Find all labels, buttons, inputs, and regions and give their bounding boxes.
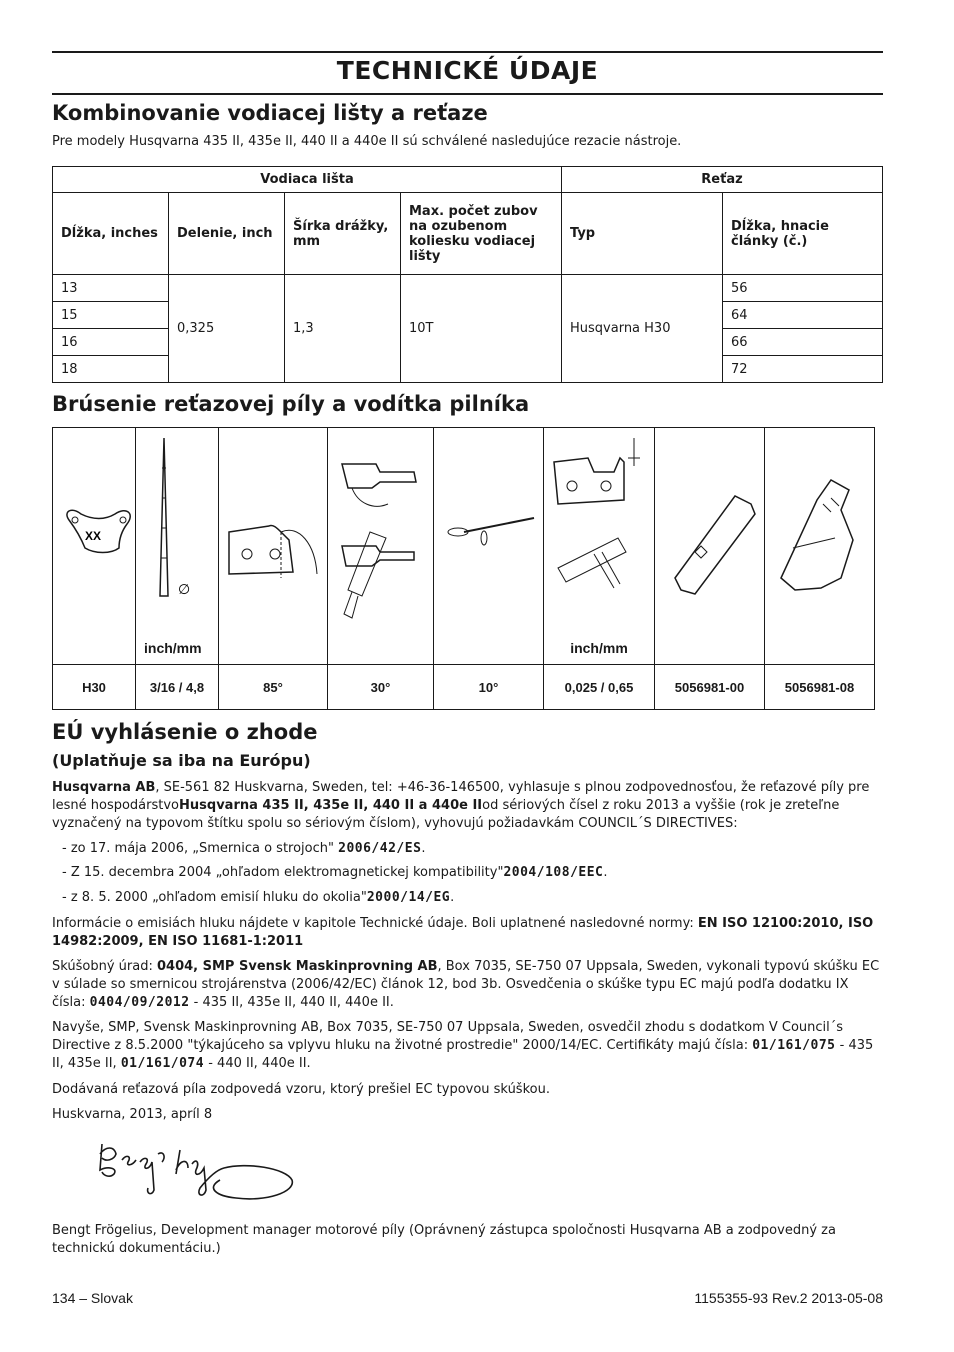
chain-tooth-icon (53, 428, 135, 660)
signature-image (96, 1140, 306, 1216)
directive-2-code: 2004/108/EEC (503, 865, 604, 880)
cell-gauge: 1,3 (285, 275, 401, 383)
file-diameter-cell (136, 428, 219, 665)
value-cell: 0,025 / 0,65 (544, 665, 655, 710)
table-column-header-row (53, 193, 883, 275)
declaration-paragraph-3 (52, 958, 883, 1012)
directive-3 (62, 889, 893, 907)
cell-drive-links: 56 (723, 275, 883, 302)
diameter-symbol: ∅ (178, 582, 191, 598)
bar-chain-table (52, 166, 883, 383)
value-cell: 10° (434, 665, 544, 710)
place-date: Huskvarna, 2013, apríl 8 (52, 1107, 213, 1122)
flat-gauge-icon (655, 428, 764, 660)
section-heading-bar-chain: Kombinovanie vodiacej lišty a reťaze (52, 101, 488, 125)
cell-length: 18 (53, 356, 169, 383)
value-cell: 85° (219, 665, 328, 710)
directive-3-text: - z 8. 5. 2000 „ohľadom emisií hluku do okolia" (62, 890, 367, 905)
file-holder-icon (765, 428, 870, 660)
value-cell: 5056981-00 (655, 665, 765, 710)
chain-code-label: XX (85, 529, 102, 543)
p4-text-c: - 440 II, 440e II. (204, 1056, 311, 1071)
group-header-chain: Reťaz (562, 167, 883, 193)
value-cell: 30° (328, 665, 434, 710)
sharpening-table (52, 427, 875, 710)
file-unit-label: inch/mm (144, 640, 202, 656)
value-cell: 3/16 / 4,8 (136, 665, 219, 710)
cell-pitch: 0,325 (169, 275, 285, 383)
directive-1-text: - zo 17. mája 2006, „Smernica o strojoch" (62, 841, 339, 856)
file-gauge-cell (655, 428, 765, 665)
certificate-number: 01/161/075 (752, 1038, 836, 1053)
file-angle-cell (328, 428, 434, 665)
declaration-paragraph-4 (52, 1019, 883, 1073)
group-header-bar: Vodiaca lišta (53, 167, 562, 193)
depth-gauge-cell (544, 428, 655, 665)
chain-type-cell (53, 428, 136, 665)
punctuation: . (450, 890, 455, 905)
table-group-header-row (53, 167, 883, 193)
table-row (53, 275, 883, 302)
col-drive-links: Dĺžka, hnacie články (č.) (723, 193, 883, 275)
filing-angle-icon (219, 428, 327, 660)
section-heading-declaration: EÚ vyhlásenie o zhode (52, 720, 318, 744)
company-name: Husqvarna AB (52, 780, 156, 795)
cell-teeth: 10T (401, 275, 562, 383)
col-max-teeth: Max. počet zubov na ozubenom koliesku vodiacej lišty (401, 193, 562, 275)
directive-3-code: 2000/14/EG (366, 890, 451, 905)
col-length: Dĺžka, inches (53, 193, 169, 275)
col-type: Typ (562, 193, 723, 275)
directive-2 (62, 864, 893, 882)
p3-text-c: - 435 II, 435e II, 440 II, 440e II. (189, 995, 394, 1010)
p2-text: Informácie o emisiách hluku nájdete v kapitole Technické údaje. Boli uplatnené nasledovné normy: (52, 916, 698, 931)
cell-drive-links: 66 (723, 329, 883, 356)
p4-text-a: Navyše, SMP, Svensk Maskinprovning AB, Box 7035, SE-750 07 Uppsala, Sweden, osvedčil zhodu s dodatkom V Council´s Directive z 8.5.2000 "týkajúceho sa vplyvu hluku na životné prostredie" 2000/14/EC. Certifikáty majú čísla: (52, 1020, 844, 1053)
test-body: 0404, SMP Svensk Maskinprovning AB (156, 959, 438, 974)
section-heading-sharpening: Brúsenie reťazovej píly a vodítka pilníka (52, 392, 530, 416)
p1-text-a: , SE-561 82 Huskvarna, Sweden, tel: +46-36-146500, vyhlasuje s plnou zodpovednosťou, že reťazové píly pre lesné hospodárstvo (52, 780, 870, 813)
cell-length: 13 (53, 275, 169, 302)
section-intro: Pre modely Husqvarna 435 II, 435e II, 440 II a 440e II sú schválené nasledujúce rezacie nástroje. (52, 134, 682, 149)
value-cell: H30 (53, 665, 136, 710)
sharpening-table-wrap (52, 427, 875, 705)
directive-1-code: 2006/42/ES (338, 841, 422, 856)
top-plate-angle-cell (219, 428, 328, 665)
document-reference: 1155355-93 Rev.2 2013-05-08 (694, 1290, 883, 1306)
certificate-number: 01/161/074 (120, 1056, 205, 1071)
file-holder-cell (765, 428, 875, 665)
depth-unit-label: inch/mm (570, 640, 628, 656)
file-holder-angle-icon (328, 428, 433, 660)
cell-type: Husqvarna H30 (562, 275, 723, 383)
value-cell: 5056981-08 (765, 665, 875, 710)
title-rule-bottom (52, 93, 883, 95)
title-rule-top (52, 51, 883, 53)
signatory: Bengt Frögelius, Development manager motorové píly (Oprávnený zástupca spoločnosti Husqvarna AB a zodpovedný za technickú dokumentáciu.) (52, 1223, 836, 1256)
col-pitch: Delenie, inch (169, 193, 285, 275)
declaration-paragraph-1 (52, 779, 883, 833)
round-file-icon (136, 428, 218, 628)
p3-text-b: , Box 7035, SE-750 07 Uppsala, Sweden, vykonali typovú skúšku EC v súlade so smernicou strojárenstva (2006/42/EC) článok 12, bod 3b. Osvedčenia o skúške typu EC majú podľa dodatku IX čísla: (52, 959, 880, 1010)
cell-length: 15 (53, 302, 169, 329)
cell-drive-links: 72 (723, 356, 883, 383)
declaration-paragraph-5: Dodávaná reťazová píla zodpovedá vzoru, ktorý prešiel EC typovou skúškou. (52, 1082, 550, 1097)
declaration-subheading: (Uplatňuje sa iba na Európu) (52, 751, 311, 770)
punctuation: . (421, 841, 426, 856)
depth-gauge-icon (544, 428, 654, 628)
punctuation: . (603, 865, 608, 880)
p4-text-b: - 435 II, 435e II, (52, 1038, 874, 1071)
illustration-row (53, 428, 875, 665)
directive-2-text: - Z 15. decembra 2004 „ohľadom elektromagnetickej kompatibility" (62, 865, 504, 880)
cell-length: 16 (53, 329, 169, 356)
model-list: Husqvarna 435 II, 435e II, 440 II a 440e II (179, 798, 483, 813)
directive-1 (62, 840, 893, 858)
depth-angle-cell (434, 428, 544, 665)
declaration-paragraph-2 (52, 915, 883, 951)
cell-drive-links: 64 (723, 302, 883, 329)
values-row (53, 665, 875, 710)
col-gauge: Šírka drážky, mm (285, 193, 401, 275)
file-handle-icon (434, 428, 543, 660)
p3-text-a: Skúšobný úrad: (52, 959, 157, 974)
certificate-number: 0404/09/2012 (89, 995, 190, 1010)
p1-text-b: od sériových čísel z roku 2013 a vyššie (rok je zreteľne vyznačený na typovom štítku spolu so sériovým číslom), vyhovujú požiadavkám COUNCIL´S DIRECTIVES: (52, 798, 840, 831)
page-number: 134 – Slovak (52, 1290, 133, 1306)
norms-list: EN ISO 12100:2010, ISO 14982:2009, EN ISO 11681-1:2011 (52, 916, 874, 949)
page-title: TECHNICKÉ ÚDAJE (336, 56, 599, 85)
